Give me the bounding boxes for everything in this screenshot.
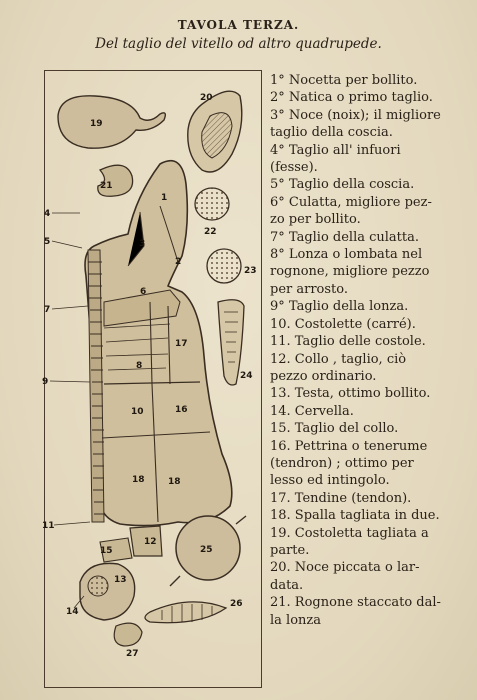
margin-labels [42, 209, 90, 531]
legend-item: 1° Nocetta per bollito. [270, 73, 418, 88]
svg-text:3: 3 [139, 239, 146, 249]
svg-text:5: 5 [44, 237, 51, 247]
svg-text:27: 27 [126, 649, 139, 659]
legend-item-continuation: data. [270, 577, 304, 593]
legend-item: 6° Culatta, migliore pez- [270, 194, 432, 210]
legend-item: 9° Taglio della lonza. [270, 299, 409, 315]
legend-item: 12. Collo , taglio, ciò [270, 351, 407, 367]
cut-23-shape [207, 249, 257, 283]
svg-text:14: 14 [66, 607, 79, 617]
svg-text:16: 16 [175, 405, 188, 415]
legend-item: 21. Rognone staccato dal- [270, 595, 441, 611]
cut-22-shape [195, 188, 229, 237]
svg-text:7: 7 [44, 305, 51, 315]
legend-item-continuation: la lonza [270, 612, 321, 628]
svg-text:12: 12 [144, 537, 157, 547]
svg-text:19: 19 [90, 119, 103, 129]
svg-text:15: 15 [100, 546, 113, 556]
plate-title: TAVOLA TERZA. [177, 18, 300, 32]
legend-item: 17. Tendine (tendon). [270, 490, 412, 506]
svg-text:9: 9 [42, 377, 49, 387]
cut-24-shape [218, 300, 253, 385]
legend-item: 4° Taglio all' infuori [270, 142, 401, 158]
legend-item: 3° Noce (noix); il migliore [270, 107, 441, 123]
legend-item-continuation: zo per bollito. [270, 212, 361, 228]
svg-text:4: 4 [44, 209, 51, 219]
cut-21-shape [98, 165, 133, 196]
svg-text:22: 22 [204, 227, 217, 237]
svg-text:2: 2 [175, 257, 182, 267]
legend-item-continuation: 19. Costoletta tagliata a [270, 525, 429, 541]
svg-text:6: 6 [140, 287, 147, 297]
svg-text:1: 1 [161, 193, 168, 203]
svg-text:18: 18 [168, 477, 181, 487]
svg-text:23: 23 [244, 266, 257, 276]
cut-27-shape [114, 623, 142, 659]
legend-item: 8° Lonza o lombata nel [270, 247, 423, 263]
svg-text:10: 10 [131, 407, 144, 417]
legend-item-continuation: pezzo ordinario. [270, 368, 377, 384]
svg-text:24: 24 [240, 371, 253, 381]
cut-19-shape [58, 96, 165, 148]
legend-item: 14. Cervella. [270, 403, 354, 419]
legend-item: parte. [270, 542, 310, 558]
legend-item-continuation: per arrosto. [270, 281, 348, 297]
svg-text:21: 21 [100, 181, 113, 191]
cut-25-shape [170, 516, 246, 586]
legend-item: 7° Taglio della culatta. [270, 229, 420, 245]
cuts-legend [270, 72, 470, 629]
cut-26-shape [145, 599, 243, 623]
svg-text:13: 13 [114, 575, 127, 585]
legend-item-continuation: taglio della coscia. [270, 125, 393, 141]
svg-text:26: 26 [230, 599, 243, 609]
legend-item: 18. Spalla tagliata in due. [270, 508, 440, 524]
legend-item: 16. Pettrina o tenerume [270, 438, 428, 454]
svg-text:11: 11 [42, 521, 55, 531]
veal-cuts-illustration [40, 66, 268, 696]
cut-12-shape [130, 526, 162, 556]
legend-item-continuation: (tendron) ; ottimo per [270, 455, 414, 471]
legend-item: 13. Testa, ottimo bollito. [270, 386, 431, 402]
svg-text:20: 20 [200, 93, 213, 103]
svg-text:8: 8 [136, 361, 143, 371]
plate-subtitle: Del taglio del vitello od altro quadrupede. [95, 36, 382, 52]
cut-20-shape [188, 91, 242, 172]
legend-item: 20. Noce piccata o lar- [270, 560, 420, 576]
legend-item: 10. Costolette (carré). [270, 316, 416, 332]
legend-item-continuation: (fesse). [270, 160, 318, 176]
legend-item: 15. Taglio del collo. [270, 421, 399, 437]
svg-text:18: 18 [132, 475, 145, 485]
svg-text:17: 17 [175, 339, 188, 349]
legend-item: 2° Natica o primo taglio. [270, 90, 433, 106]
legend-item-continuation: rognone, migliore pezzo [270, 264, 430, 280]
svg-text:25: 25 [200, 545, 213, 555]
legend-item: 5° Taglio della coscia. [270, 177, 415, 193]
legend-item: 11. Taglio delle costole. [270, 334, 426, 350]
legend-item-continuation: lesso ed intingolo. [270, 473, 390, 489]
head-shape [66, 538, 135, 620]
